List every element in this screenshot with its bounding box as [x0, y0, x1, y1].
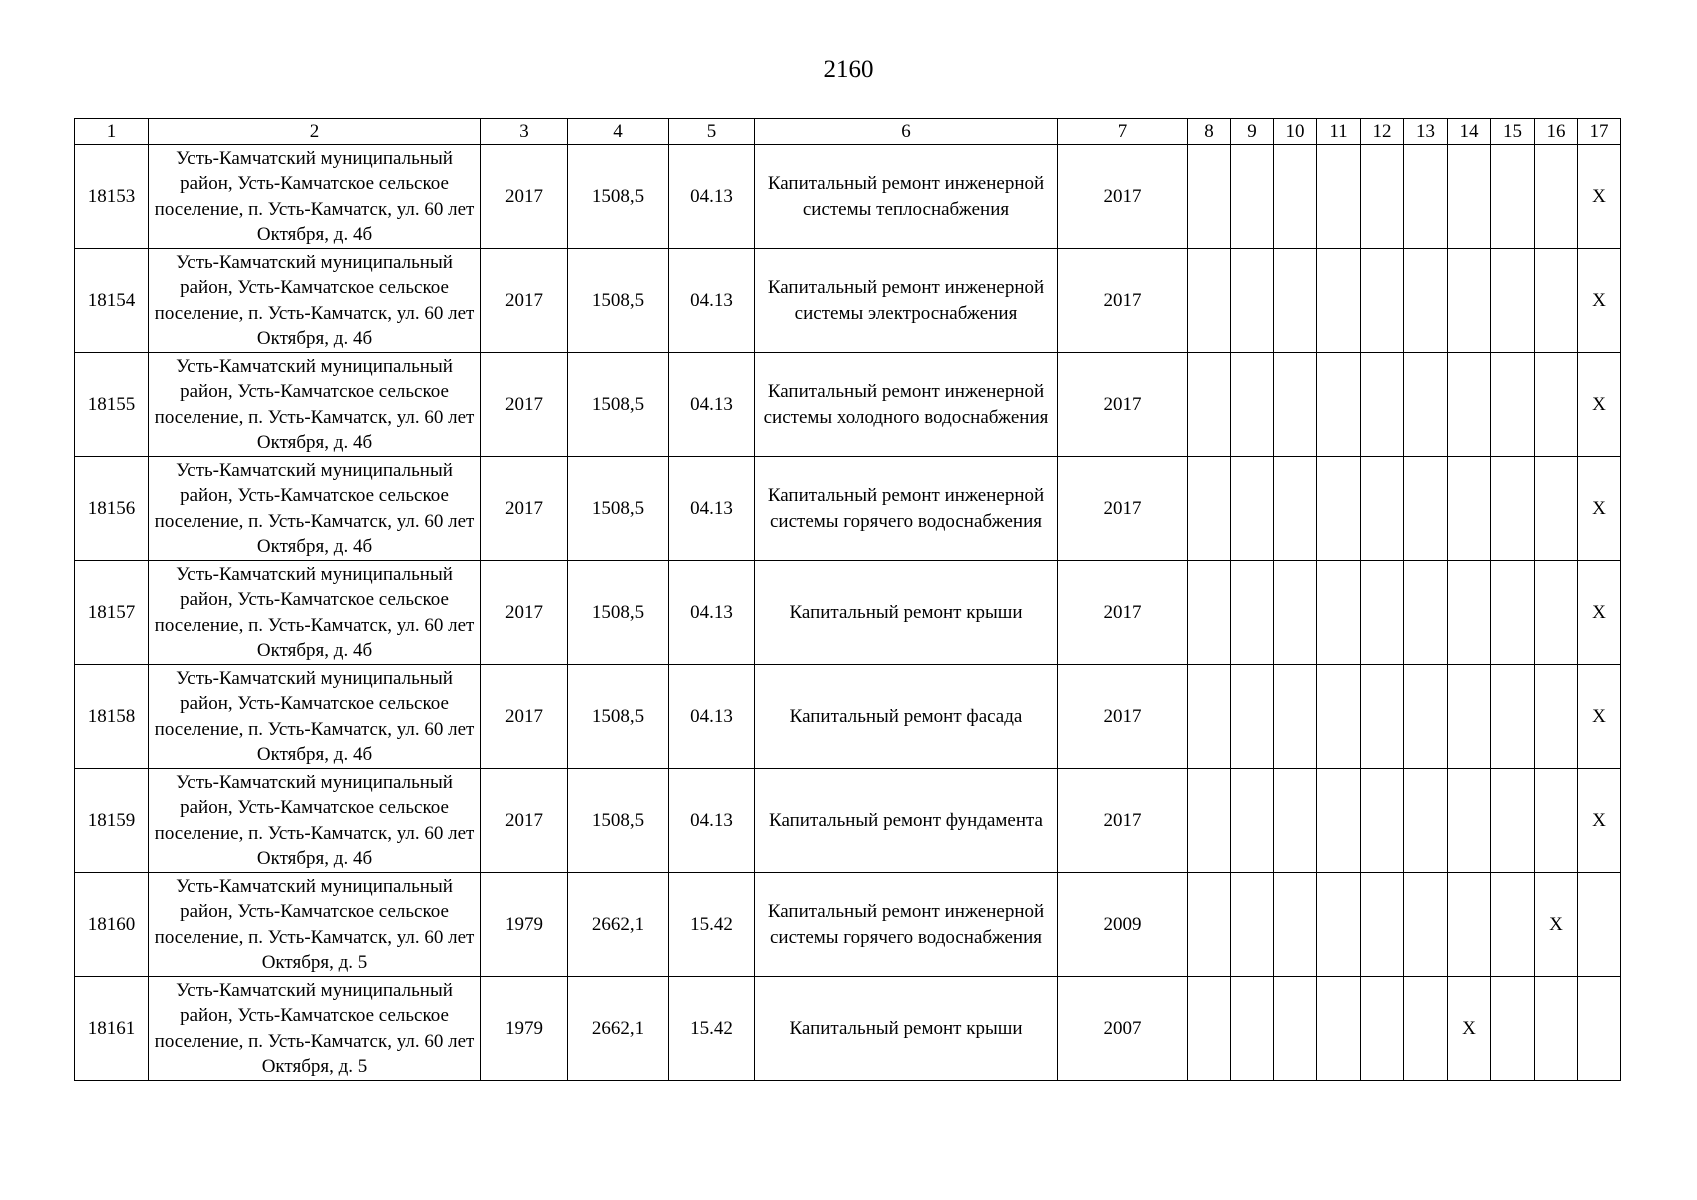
mark-cell	[1491, 665, 1535, 769]
mark-cell	[1361, 561, 1404, 665]
mark-cell	[1491, 145, 1535, 249]
column-header: 17	[1578, 119, 1621, 145]
row-id-cell: 18160	[75, 873, 149, 977]
mark-cell	[1231, 769, 1274, 873]
work-year-cell: 2017	[1058, 145, 1188, 249]
area-cell: 1508,5	[568, 769, 669, 873]
mark-cell	[1317, 249, 1361, 353]
mark-cell	[1491, 457, 1535, 561]
code-cell: 15.42	[669, 873, 755, 977]
mark-cell	[1361, 457, 1404, 561]
mark-cell	[1448, 145, 1491, 249]
mark-cell	[1188, 769, 1231, 873]
work-year-cell: 2017	[1058, 353, 1188, 457]
mark-cell	[1274, 145, 1317, 249]
work-year-cell: 2007	[1058, 977, 1188, 1081]
work-type-cell: Капитальный ремонт фундамента	[755, 769, 1058, 873]
mark-cell	[1361, 249, 1404, 353]
work-year-cell: 2009	[1058, 873, 1188, 977]
column-header: 11	[1317, 119, 1361, 145]
address-cell: Усть-Камчатский муниципальный район, Усть-Камчатское сельское поселение, п. Усть-Камчатск, ул. 60 лет Октября, д. 4б	[149, 769, 481, 873]
mark-cell	[1231, 873, 1274, 977]
table-row	[75, 769, 1621, 873]
mark-cell	[1448, 353, 1491, 457]
mark-cell	[1578, 977, 1621, 1081]
mark-cell	[1188, 457, 1231, 561]
work-year-cell: 2017	[1058, 561, 1188, 665]
area-cell: 1508,5	[568, 561, 669, 665]
column-header: 7	[1058, 119, 1188, 145]
mark-cell	[1231, 561, 1274, 665]
mark-cell	[1404, 145, 1448, 249]
work-type-cell: Капитальный ремонт инженерной системы горячего водоснабжения	[755, 873, 1058, 977]
column-header: 1	[75, 119, 149, 145]
column-header: 9	[1231, 119, 1274, 145]
mark-cell	[1361, 665, 1404, 769]
area-cell: 2662,1	[568, 977, 669, 1081]
mark-cell	[1361, 353, 1404, 457]
year-built-cell: 2017	[481, 665, 568, 769]
year-built-cell: 2017	[481, 769, 568, 873]
mark-cell	[1535, 561, 1578, 665]
code-cell: 04.13	[669, 665, 755, 769]
mark-cell	[1404, 353, 1448, 457]
mark-cell	[1448, 665, 1491, 769]
table-row	[75, 977, 1621, 1081]
mark-cell	[1404, 665, 1448, 769]
year-built-cell: 2017	[481, 457, 568, 561]
mark-cell	[1404, 769, 1448, 873]
mark-cell	[1317, 353, 1361, 457]
year-built-cell: 2017	[481, 249, 568, 353]
column-header: 16	[1535, 119, 1578, 145]
area-cell: 1508,5	[568, 353, 669, 457]
table-row	[75, 457, 1621, 561]
column-header: 12	[1361, 119, 1404, 145]
mark-cell	[1491, 353, 1535, 457]
row-id-cell: 18157	[75, 561, 149, 665]
mark-cell	[1361, 873, 1404, 977]
mark-cell	[1361, 977, 1404, 1081]
table-body	[75, 145, 1621, 1081]
mark-cell	[1188, 665, 1231, 769]
code-cell: 04.13	[669, 561, 755, 665]
address-cell: Усть-Камчатский муниципальный район, Усть-Камчатское сельское поселение, п. Усть-Камчатск, ул. 60 лет Октября, д. 4б	[149, 561, 481, 665]
mark-cell	[1404, 457, 1448, 561]
code-cell: 04.13	[669, 145, 755, 249]
mark-cell	[1578, 873, 1621, 977]
mark-cell	[1274, 561, 1317, 665]
area-cell: 1508,5	[568, 249, 669, 353]
mark-cell: X	[1578, 665, 1621, 769]
column-header: 6	[755, 119, 1058, 145]
mark-cell: X	[1535, 873, 1578, 977]
row-id-cell: 18155	[75, 353, 149, 457]
address-cell: Усть-Камчатский муниципальный район, Усть-Камчатское сельское поселение, п. Усть-Камчатск, ул. 60 лет Октября, д. 5	[149, 977, 481, 1081]
mark-cell	[1404, 249, 1448, 353]
table-row	[75, 353, 1621, 457]
work-year-cell: 2017	[1058, 665, 1188, 769]
mark-cell: X	[1578, 353, 1621, 457]
address-cell: Усть-Камчатский муниципальный район, Усть-Камчатское сельское поселение, п. Усть-Камчатск, ул. 60 лет Октября, д. 4б	[149, 249, 481, 353]
mark-cell	[1448, 249, 1491, 353]
mark-cell: X	[1448, 977, 1491, 1081]
mark-cell	[1231, 457, 1274, 561]
area-cell: 2662,1	[568, 873, 669, 977]
row-id-cell: 18156	[75, 457, 149, 561]
mark-cell	[1535, 249, 1578, 353]
table-row	[75, 561, 1621, 665]
mark-cell	[1317, 561, 1361, 665]
mark-cell	[1231, 353, 1274, 457]
mark-cell	[1404, 977, 1448, 1081]
mark-cell	[1361, 769, 1404, 873]
mark-cell	[1317, 977, 1361, 1081]
year-built-cell: 2017	[481, 145, 568, 249]
work-type-cell: Капитальный ремонт инженерной системы горячего водоснабжения	[755, 457, 1058, 561]
address-cell: Усть-Камчатский муниципальный район, Усть-Камчатское сельское поселение, п. Усть-Камчатск, ул. 60 лет Октября, д. 5	[149, 873, 481, 977]
address-cell: Усть-Камчатский муниципальный район, Усть-Камчатское сельское поселение, п. Усть-Камчатск, ул. 60 лет Октября, д. 4б	[149, 457, 481, 561]
year-built-cell: 2017	[481, 561, 568, 665]
mark-cell: X	[1578, 457, 1621, 561]
mark-cell	[1361, 145, 1404, 249]
mark-cell	[1274, 249, 1317, 353]
mark-cell	[1274, 873, 1317, 977]
mark-cell	[1231, 249, 1274, 353]
register-table	[74, 118, 1621, 1081]
mark-cell	[1491, 561, 1535, 665]
column-header: 14	[1448, 119, 1491, 145]
mark-cell	[1448, 561, 1491, 665]
mark-cell	[1317, 873, 1361, 977]
code-cell: 15.42	[669, 977, 755, 1081]
mark-cell	[1535, 353, 1578, 457]
column-header: 13	[1404, 119, 1448, 145]
table-row	[75, 873, 1621, 977]
mark-cell: X	[1578, 561, 1621, 665]
row-id-cell: 18161	[75, 977, 149, 1081]
table-row	[75, 665, 1621, 769]
mark-cell	[1231, 977, 1274, 1081]
work-year-cell: 2017	[1058, 249, 1188, 353]
code-cell: 04.13	[669, 769, 755, 873]
mark-cell: X	[1578, 249, 1621, 353]
mark-cell	[1274, 769, 1317, 873]
page-number: 2160	[823, 56, 874, 83]
mark-cell	[1317, 457, 1361, 561]
year-built-cell: 2017	[481, 353, 568, 457]
area-cell: 1508,5	[568, 145, 669, 249]
mark-cell	[1535, 145, 1578, 249]
mark-cell	[1491, 769, 1535, 873]
table-row	[75, 249, 1621, 353]
mark-cell	[1188, 873, 1231, 977]
mark-cell	[1188, 145, 1231, 249]
address-cell: Усть-Камчатский муниципальный район, Усть-Камчатское сельское поселение, п. Усть-Камчатск, ул. 60 лет Октября, д. 4б	[149, 353, 481, 457]
mark-cell	[1491, 249, 1535, 353]
work-type-cell: Капитальный ремонт инженерной системы электроснабжения	[755, 249, 1058, 353]
mark-cell	[1404, 873, 1448, 977]
mark-cell	[1274, 353, 1317, 457]
mark-cell	[1188, 353, 1231, 457]
area-cell: 1508,5	[568, 457, 669, 561]
mark-cell	[1231, 665, 1274, 769]
mark-cell	[1491, 873, 1535, 977]
column-header: 8	[1188, 119, 1231, 145]
mark-cell	[1448, 873, 1491, 977]
column-header: 5	[669, 119, 755, 145]
mark-cell	[1535, 457, 1578, 561]
row-id-cell: 18154	[75, 249, 149, 353]
work-type-cell: Капитальный ремонт крыши	[755, 561, 1058, 665]
mark-cell	[1448, 457, 1491, 561]
mark-cell	[1231, 145, 1274, 249]
column-header: 15	[1491, 119, 1535, 145]
code-cell: 04.13	[669, 457, 755, 561]
column-header: 4	[568, 119, 669, 145]
address-cell: Усть-Камчатский муниципальный район, Усть-Камчатское сельское поселение, п. Усть-Камчатск, ул. 60 лет Октября, д. 4б	[149, 665, 481, 769]
mark-cell	[1535, 665, 1578, 769]
mark-cell	[1188, 249, 1231, 353]
column-header: 3	[481, 119, 568, 145]
mark-cell	[1404, 561, 1448, 665]
code-cell: 04.13	[669, 353, 755, 457]
row-id-cell: 18158	[75, 665, 149, 769]
column-header: 2	[149, 119, 481, 145]
work-type-cell: Капитальный ремонт фасада	[755, 665, 1058, 769]
mark-cell	[1188, 977, 1231, 1081]
year-built-cell: 1979	[481, 873, 568, 977]
mark-cell	[1317, 145, 1361, 249]
mark-cell: X	[1578, 145, 1621, 249]
mark-cell	[1188, 561, 1231, 665]
code-cell: 04.13	[669, 249, 755, 353]
mark-cell: X	[1578, 769, 1621, 873]
mark-cell	[1448, 769, 1491, 873]
work-year-cell: 2017	[1058, 769, 1188, 873]
mark-cell	[1274, 665, 1317, 769]
work-year-cell: 2017	[1058, 457, 1188, 561]
table-row	[75, 145, 1621, 249]
year-built-cell: 1979	[481, 977, 568, 1081]
work-type-cell: Капитальный ремонт инженерной системы холодного водоснабжения	[755, 353, 1058, 457]
mark-cell	[1274, 977, 1317, 1081]
mark-cell	[1535, 977, 1578, 1081]
work-type-cell: Капитальный ремонт крыши	[755, 977, 1058, 1081]
address-cell: Усть-Камчатский муниципальный район, Усть-Камчатское сельское поселение, п. Усть-Камчатск, ул. 60 лет Октября, д. 4б	[149, 145, 481, 249]
header-row	[75, 119, 1621, 145]
area-cell: 1508,5	[568, 665, 669, 769]
mark-cell	[1491, 977, 1535, 1081]
mark-cell	[1274, 457, 1317, 561]
column-header: 10	[1274, 119, 1317, 145]
row-id-cell: 18159	[75, 769, 149, 873]
mark-cell	[1317, 665, 1361, 769]
work-type-cell: Капитальный ремонт инженерной системы теплоснабжения	[755, 145, 1058, 249]
row-id-cell: 18153	[75, 145, 149, 249]
mark-cell	[1535, 769, 1578, 873]
mark-cell	[1317, 769, 1361, 873]
